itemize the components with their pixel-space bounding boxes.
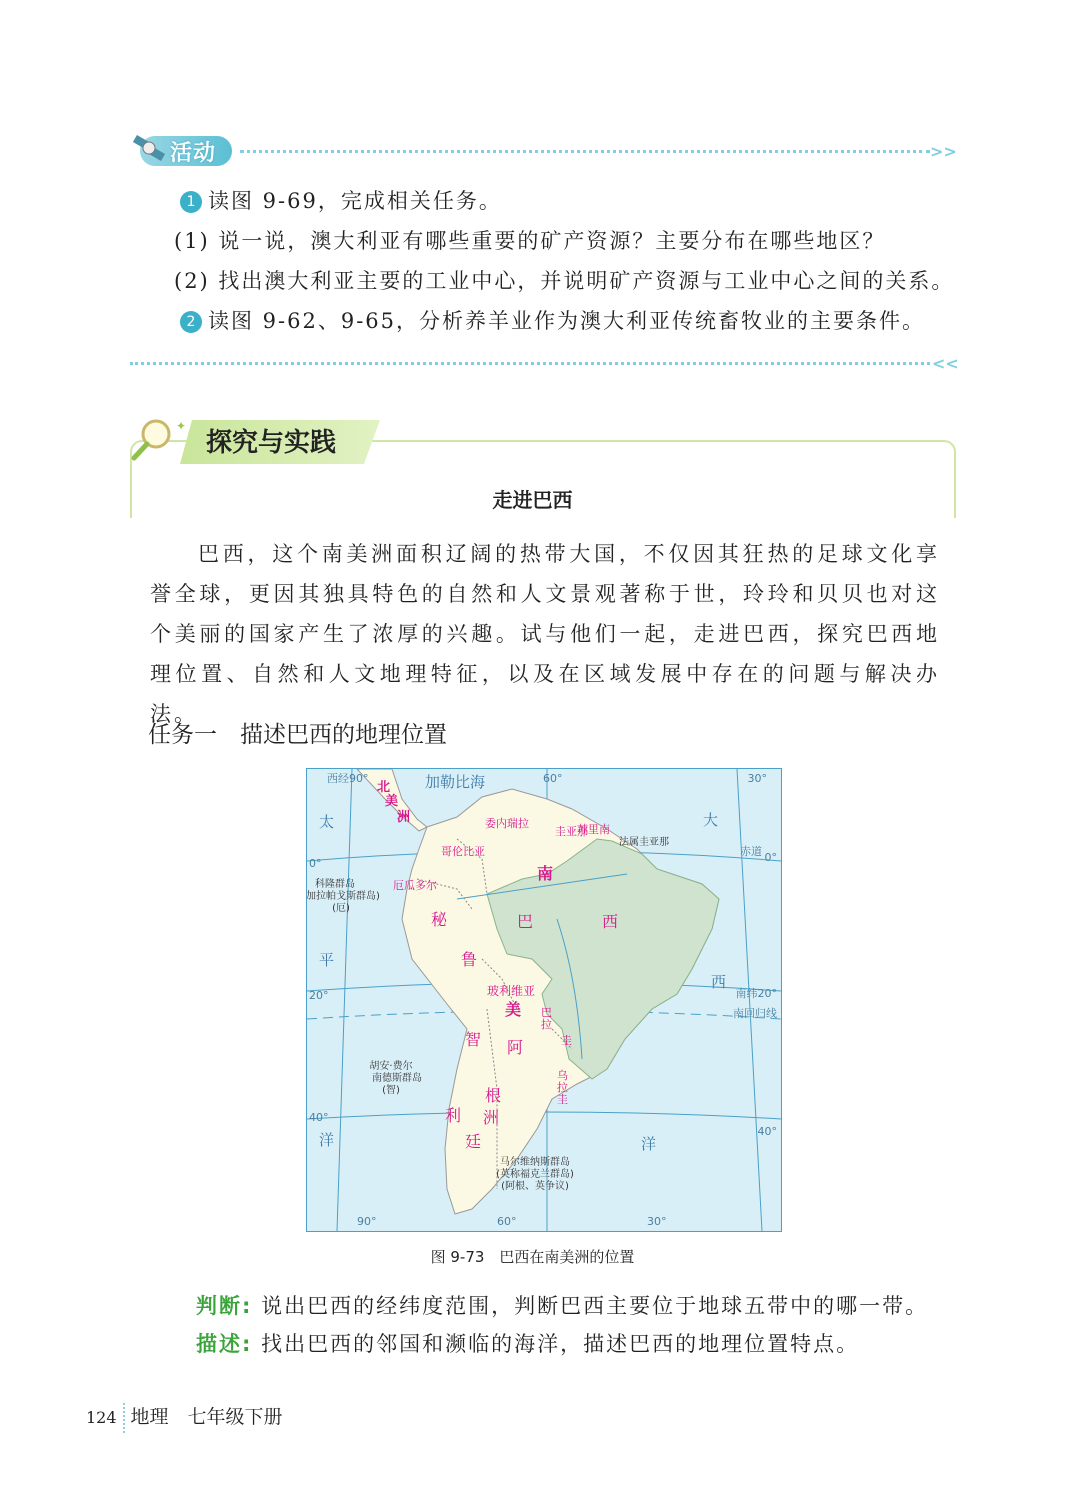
svg-text:拉: 拉 bbox=[541, 1018, 552, 1031]
task-heading: 任务一 描述巴西的地理位置 bbox=[148, 722, 447, 748]
svg-text:美: 美 bbox=[505, 1000, 522, 1019]
inquiry-title: 探究与实践 bbox=[206, 428, 337, 458]
svg-text:(智): (智) bbox=[382, 1085, 400, 1096]
book-title: 地理 七年级下册 bbox=[130, 1406, 283, 1428]
svg-text:(英称福克兰群岛): (英称福克兰群岛) bbox=[496, 1169, 574, 1180]
svg-text:40°: 40° bbox=[309, 1111, 329, 1124]
svg-text:✦: ✦ bbox=[176, 419, 187, 433]
svg-text:巴: 巴 bbox=[541, 1006, 552, 1019]
svg-text:洋: 洋 bbox=[641, 1135, 657, 1153]
svg-text:鲁: 鲁 bbox=[461, 950, 478, 969]
activity-bottom-divider bbox=[130, 362, 930, 365]
activity-item-2: 2 读图 9-62、9-65，分析养羊业作为澳大利亚传统畜牧业的主要条件。 bbox=[180, 306, 925, 336]
svg-text:廷: 廷 bbox=[465, 1132, 482, 1151]
svg-text:90°: 90° bbox=[357, 1215, 377, 1228]
activity-badge bbox=[130, 130, 234, 170]
svg-text:南纬20°: 南纬20° bbox=[735, 987, 777, 1000]
svg-text:60°: 60° bbox=[497, 1215, 517, 1228]
svg-text:西: 西 bbox=[602, 912, 619, 931]
svg-text:苏里南: 苏里南 bbox=[577, 823, 610, 836]
svg-text:洋: 洋 bbox=[319, 1131, 335, 1149]
svg-text:洲: 洲 bbox=[397, 810, 411, 825]
svg-text:30°: 30° bbox=[647, 1215, 667, 1228]
svg-text:美: 美 bbox=[385, 794, 399, 809]
activity-item-1-sub-1: (1) 说一说，澳大利亚有哪些重要的矿产资源？主要分布在哪些地区？ bbox=[174, 229, 886, 253]
double-chevron-right-icon: >> bbox=[930, 142, 957, 161]
svg-text:胡安·费尔: 胡安·费尔 bbox=[369, 1061, 413, 1072]
question-judge: 判断: 说出巴西的经纬度范围，判断巴西主要位于地球五带中的哪一带。 bbox=[196, 1294, 929, 1318]
svg-text:平: 平 bbox=[319, 951, 335, 969]
satellite-icon bbox=[130, 130, 170, 170]
svg-text:阿: 阿 bbox=[507, 1038, 524, 1057]
figure-caption: 图 9-73 巴西在南美洲的位置 bbox=[430, 1248, 635, 1266]
magnifier-icon bbox=[128, 416, 188, 466]
svg-text:南德斯群岛: 南德斯群岛 bbox=[372, 1073, 422, 1084]
svg-text:30°: 30° bbox=[747, 772, 767, 785]
svg-text:科隆群岛: 科隆群岛 bbox=[315, 879, 355, 890]
svg-text:北: 北 bbox=[377, 780, 391, 795]
question-describe: 描述: 找出巴西的邻国和濒临的海洋，描述巴西的地理位置特点。 bbox=[196, 1332, 860, 1356]
svg-text:0°: 0° bbox=[764, 851, 777, 864]
svg-text:(加拉帕戈斯群岛): (加拉帕戈斯群岛) bbox=[307, 891, 380, 902]
svg-text:圭: 圭 bbox=[557, 1093, 568, 1106]
svg-text:拉: 拉 bbox=[557, 1081, 568, 1094]
svg-text:厄瓜多尔: 厄瓜多尔 bbox=[393, 879, 437, 892]
svg-text:南: 南 bbox=[537, 864, 554, 883]
svg-text:玻利维亚: 玻利维亚 bbox=[487, 984, 536, 998]
svg-text:马尔维纳斯群岛: 马尔维纳斯群岛 bbox=[500, 1157, 570, 1168]
svg-text:加勒比海: 加勒比海 bbox=[425, 773, 486, 791]
svg-text:圭: 圭 bbox=[561, 1034, 572, 1047]
svg-text:智: 智 bbox=[465, 1030, 482, 1049]
svg-text:洲: 洲 bbox=[483, 1108, 500, 1127]
svg-text:西: 西 bbox=[711, 973, 727, 991]
svg-text:20°: 20° bbox=[309, 989, 329, 1002]
activity-top-divider bbox=[240, 150, 930, 153]
activity-item-1: 1 读图 9-69，完成相关任务。 bbox=[180, 186, 502, 216]
svg-text:乌: 乌 bbox=[557, 1069, 568, 1082]
svg-text:赤道: 赤道 bbox=[740, 845, 762, 858]
page-footer bbox=[86, 1402, 283, 1433]
intro-paragraph: 巴西，这个南美洲面积辽阔的热带大国，不仅因其狂热的足球文化享誉全球，更因其独具特色的自然和人文景观著称于世，玲玲和贝贝也对这个美丽的国家产生了浓厚的兴趣。试与他们一起，走进巴西，探究巴西地理位置、自然和人文地理特征，以及在区域发展中存在的问题与解决办法。 bbox=[150, 542, 940, 726]
svg-text:巴: 巴 bbox=[517, 912, 534, 931]
activity-title: 活动 bbox=[170, 141, 217, 166]
page-number: 124 bbox=[86, 1408, 117, 1427]
svg-text:西经90°: 西经90° bbox=[327, 772, 369, 785]
svg-text:根: 根 bbox=[485, 1086, 502, 1105]
svg-text:60°: 60° bbox=[543, 772, 563, 785]
svg-text:40°: 40° bbox=[757, 1125, 777, 1138]
svg-text:秘: 秘 bbox=[431, 910, 448, 929]
svg-text:圭亚那: 圭亚那 bbox=[555, 825, 588, 838]
south-america-map bbox=[306, 768, 782, 1232]
svg-text:法属圭亚那: 法属圭亚那 bbox=[619, 837, 669, 848]
svg-text:利: 利 bbox=[445, 1106, 462, 1125]
svg-text:大: 大 bbox=[703, 811, 719, 829]
svg-text:南回归线: 南回归线 bbox=[733, 1007, 777, 1020]
section-title: 走进巴西 bbox=[492, 488, 573, 512]
svg-text:委内瑞拉: 委内瑞拉 bbox=[485, 817, 529, 830]
svg-text:哥伦比亚: 哥伦比亚 bbox=[441, 845, 485, 858]
svg-text:(阿根、英争议): (阿根、英争议) bbox=[501, 1181, 569, 1192]
svg-text:太: 太 bbox=[319, 813, 335, 831]
activity-item-1-sub-2: (2) 找出澳大利亚主要的工业中心，并说明矿产资源与工业中心之间的关系。 bbox=[174, 269, 955, 293]
svg-text:(厄): (厄) bbox=[332, 903, 350, 914]
double-chevron-left-icon: << bbox=[932, 354, 959, 373]
svg-text:0°: 0° bbox=[309, 857, 322, 870]
map-svg bbox=[307, 769, 781, 1231]
